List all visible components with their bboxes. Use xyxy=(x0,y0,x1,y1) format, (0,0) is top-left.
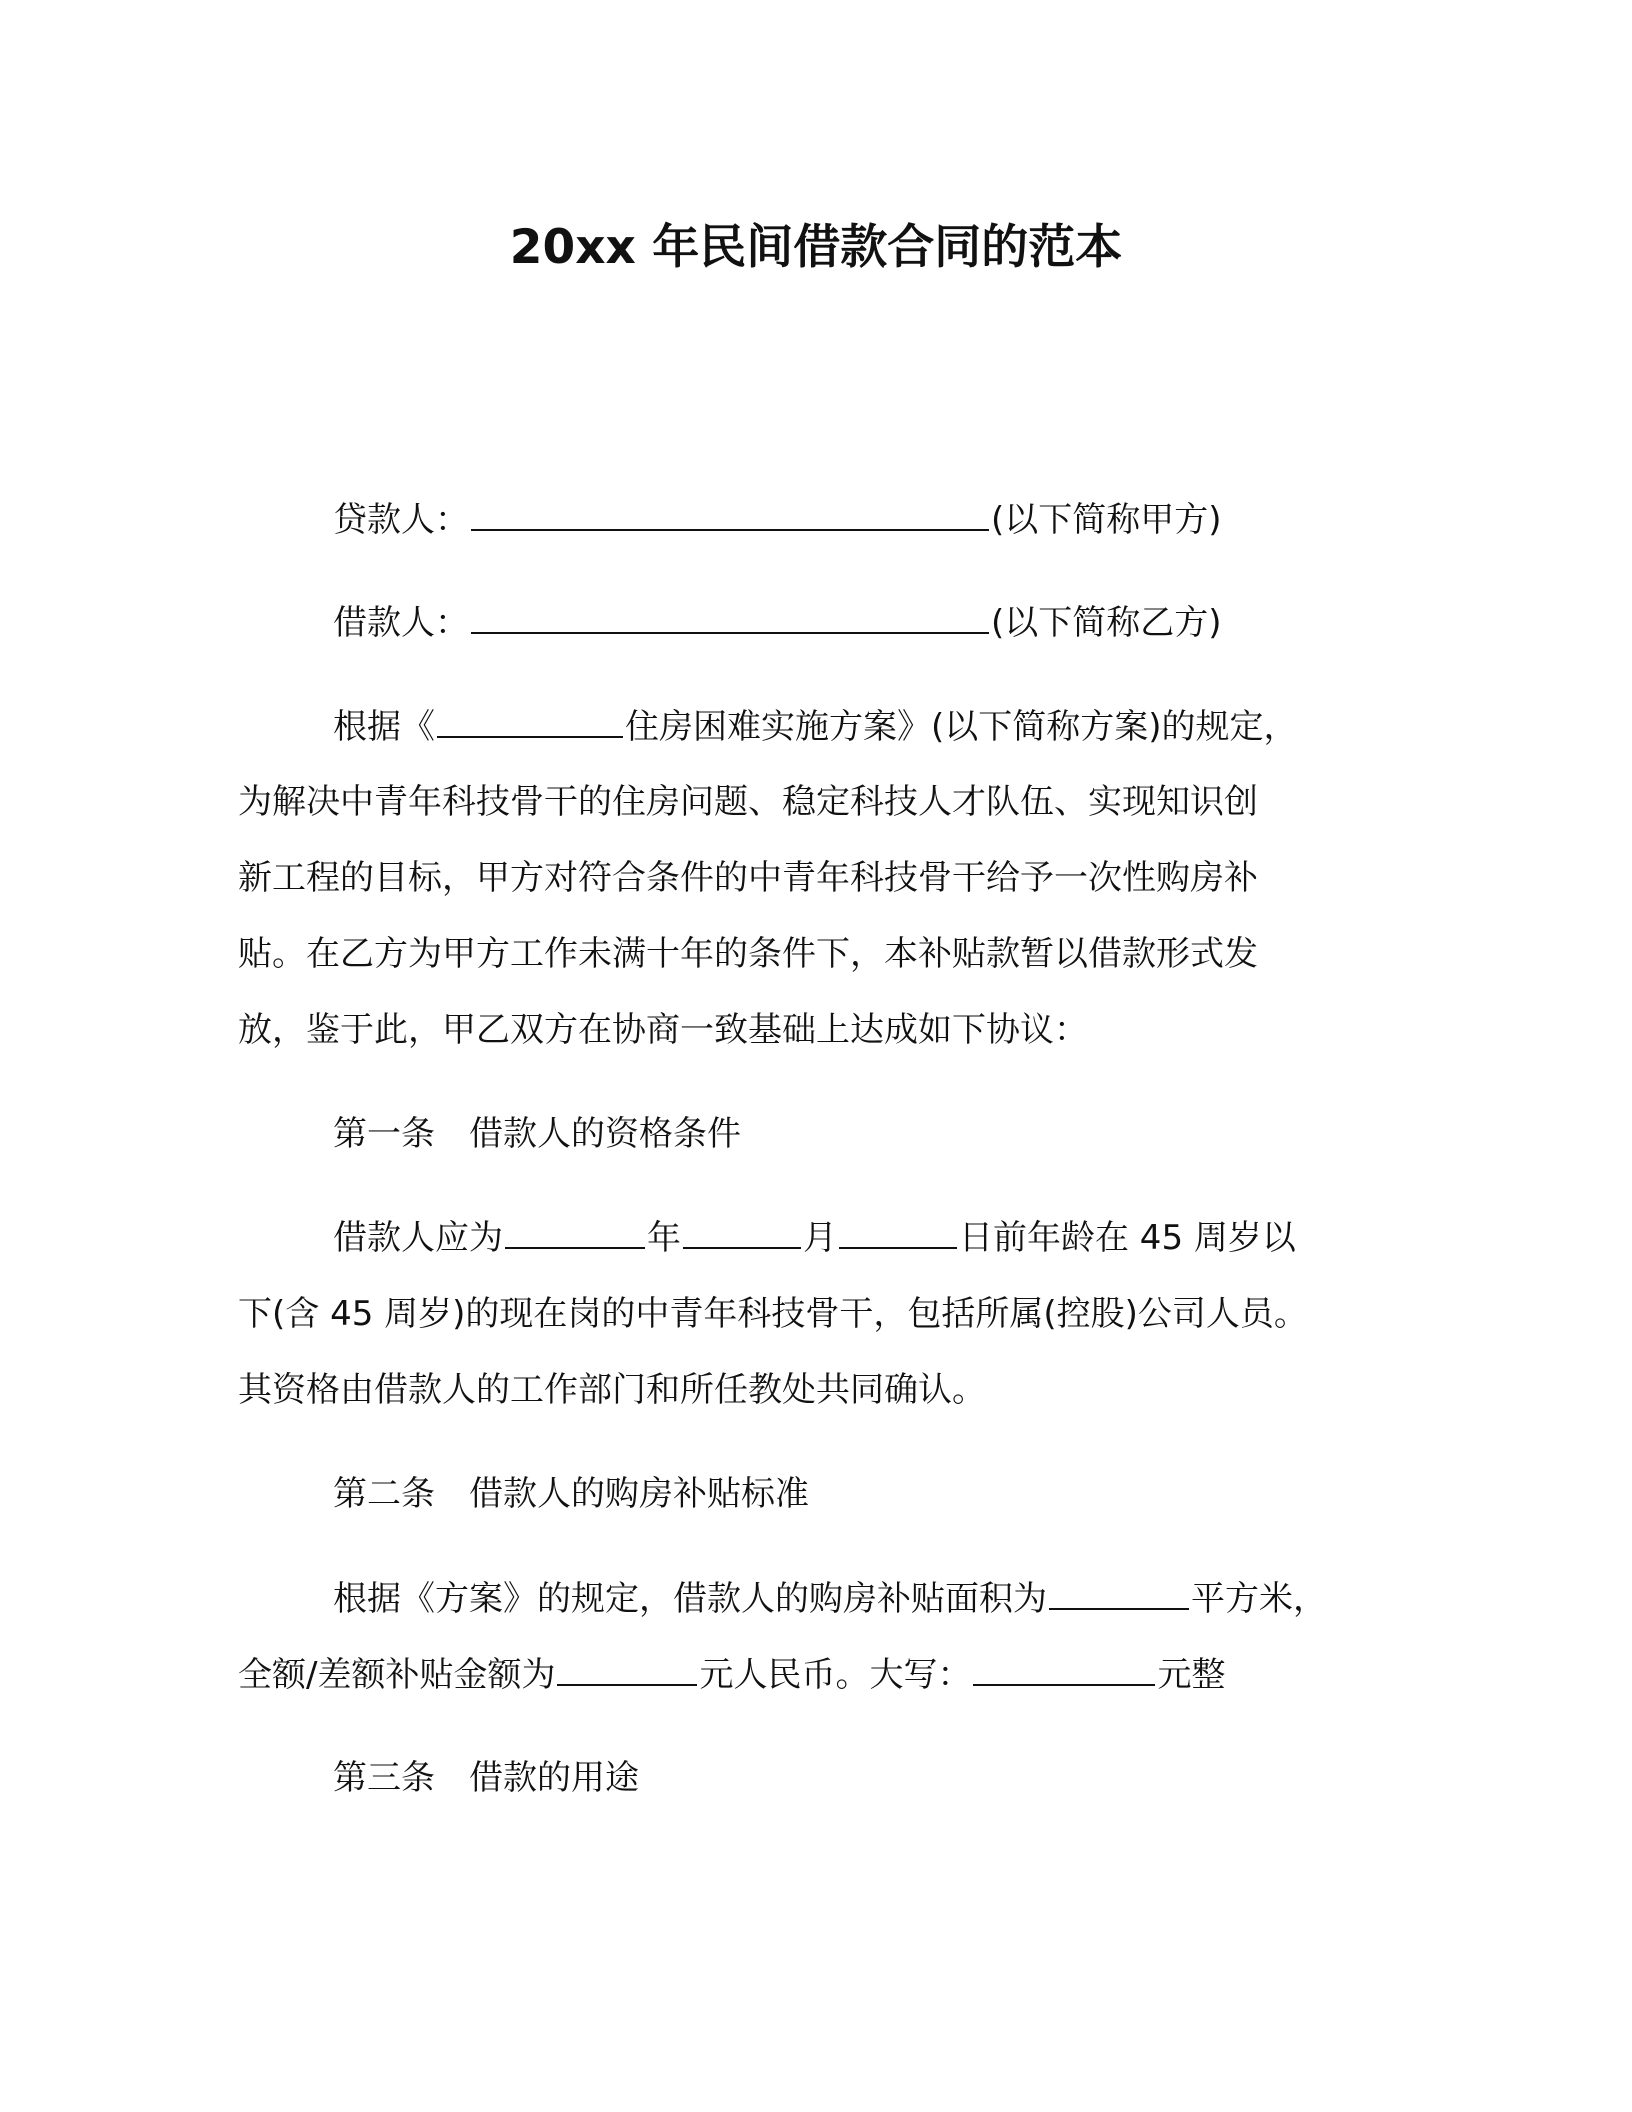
article-1-text-a: 借款人应为 xyxy=(333,1218,503,1258)
lender-name-blank[interactable] xyxy=(471,495,989,531)
area-blank[interactable] xyxy=(1049,1574,1189,1610)
article-1-text-c: 月 xyxy=(803,1218,837,1258)
article-3-heading: 第三条 借款的用途 xyxy=(333,1758,639,1798)
preamble-line-4: 贴。在乙方为甲方工作未满十年的条件下，本补贴款暂以借款形式发 xyxy=(238,934,1258,974)
article-2-text-e: 元整 xyxy=(1157,1655,1226,1695)
lender-label: 贷款人： xyxy=(333,500,469,540)
borrower-name-blank[interactable] xyxy=(471,598,989,634)
preamble-line1-start: 根据《 xyxy=(333,707,435,747)
day-blank[interactable] xyxy=(839,1213,957,1249)
article-1-line-3: 其资格由借款人的工作部门和所任教处共同确认。 xyxy=(238,1370,986,1410)
document-title: 20xx 年民间借款合同的范本 xyxy=(509,220,1123,275)
preamble-line1-end: 住房困难实施方案》(以下简称方案)的规定， xyxy=(625,707,1298,747)
lender-suffix: (以下简称甲方) xyxy=(991,500,1222,540)
preamble-line-3: 新工程的目标，甲方对符合条件的中青年科技骨干给予一次性购房补 xyxy=(238,858,1258,898)
article-2-line-1 xyxy=(333,1574,1327,1623)
article-2-line-2 xyxy=(238,1650,1225,1699)
amount-blank[interactable] xyxy=(557,1650,697,1686)
article-2-text-a: 根据《方案》的规定，借款人的购房补贴面积为 xyxy=(333,1579,1047,1619)
borrower-line xyxy=(333,598,1222,647)
amount-words-blank[interactable] xyxy=(973,1650,1155,1686)
month-blank[interactable] xyxy=(683,1213,801,1249)
article-1-line-2: 下(含 45 周岁)的现在岗的中青年科技骨干，包括所属(控股)公司人员。 xyxy=(238,1294,1308,1334)
article-2-text-c: 全额/差额补贴金额为 xyxy=(238,1655,556,1695)
borrower-label: 借款人： xyxy=(333,603,469,643)
borrower-suffix: (以下简称乙方) xyxy=(991,603,1222,643)
article-2-text-d: 元人民币。大写： xyxy=(699,1655,972,1695)
preamble-line-5: 放，鉴于此，甲乙双方在协商一致基础上达成如下协议： xyxy=(238,1010,1088,1050)
article-1-line-1 xyxy=(333,1213,1296,1262)
article-1-text-d: 日前年龄在 45 周岁以 xyxy=(959,1218,1296,1258)
article-1-text-b: 年 xyxy=(647,1218,681,1258)
lender-line xyxy=(333,495,1222,544)
plan-name-blank[interactable] xyxy=(437,702,623,738)
preamble-line-1 xyxy=(333,702,1298,751)
article-1-heading: 第一条 借款人的资格条件 xyxy=(333,1114,741,1154)
article-2-text-b: 平方米， xyxy=(1191,1579,1327,1619)
year-blank[interactable] xyxy=(505,1213,645,1249)
article-2-heading: 第二条 借款人的购房补贴标准 xyxy=(333,1474,809,1514)
preamble-line-2: 为解决中青年科技骨干的住房问题、稳定科技人才队伍、实现知识创 xyxy=(238,782,1258,822)
